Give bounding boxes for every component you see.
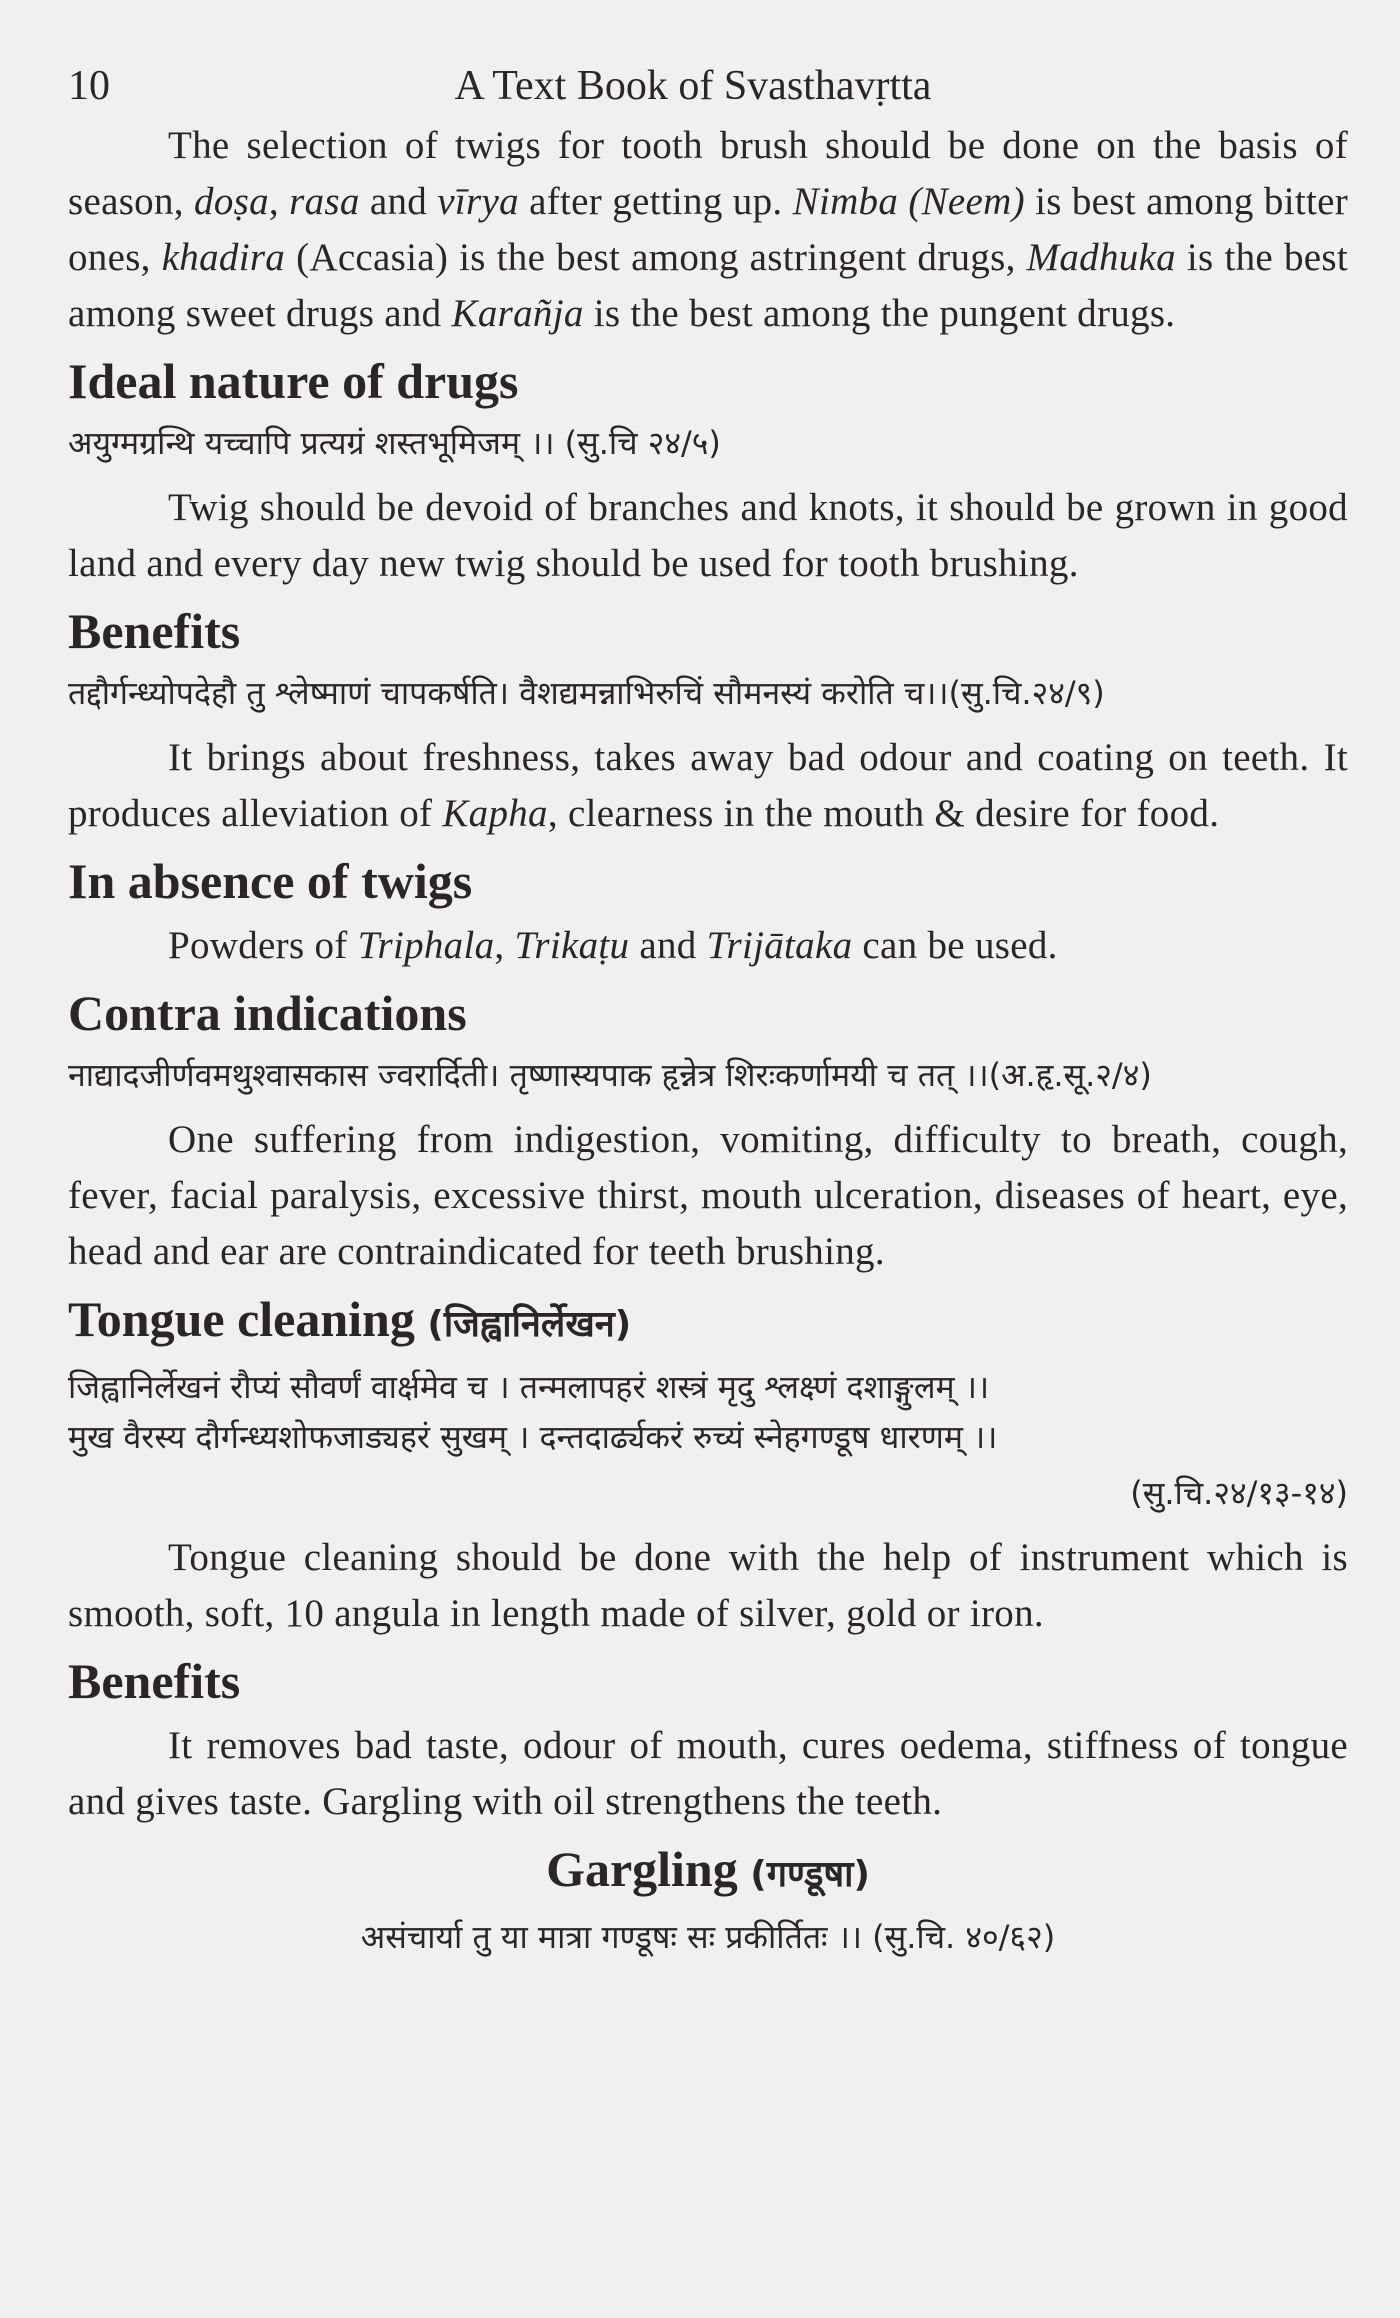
- intro-paragraph: The selection of twigs for tooth brush should be done on the basis of season, doṣa, rasa and vīrya after getting up. Nimba (Neem) is best among bitter ones, khadira (Accasia) is the best among astringent drugs, Madhuka is the best among sweet drugs and Karañja is the best among the pungent drugs.: [68, 124, 1349, 335]
- ideal-nature-paragraph: Twig should be devoid of branches and knots, it should be grown in good land and every day new twig should be used for tooth brushing.: [68, 486, 1348, 585]
- benefits-tongue-paragraph: It removes bad taste, odour of mouth, cures oedema, stiffness of tongue and gives taste. Gargling with oil strengthens the teeth.: [68, 1724, 1348, 1823]
- verse-ideal-nature: अयुग्मग्रन्थि यच्चापि प्रत्यग्रं शस्तभूमिजम् ।। (सु.चि २४/५): [68, 424, 721, 462]
- verse-contra-indications: नाद्यादजीर्णवमथुश्वासकास ज्वरार्दिती। तृष्णास्यपाक हृन्नेत्र शिरःकर्णामयी च तत् ।।(अ.हृ.सू.२/४): [68, 1056, 1152, 1094]
- benefits-twig-paragraph: It brings about freshness, takes away bad odour and coating on teeth. It produces alleviation of Kapha, clearness in the mouth & desire for food.: [68, 736, 1348, 835]
- heading-contra-indications: Contra indications: [68, 985, 467, 1041]
- heading-absence-of-twigs: In absence of twigs: [68, 853, 473, 909]
- contra-paragraph: One suffering from indigestion, vomiting, difficulty to breath, cough, fever, facial paralysis, excessive thirst, mouth ulceration, diseases of heart, eye, head and ear are contraindicated for teeth brushing.: [68, 1118, 1348, 1273]
- verse-gargling: असंचार्या तु या मात्रा गण्डूषः सः प्रकीर्तितः ।। (सु.चि. ४०/६२): [360, 1918, 1056, 1956]
- heading-benefits-twig: Benefits: [68, 603, 241, 659]
- running-title: A Text Book of Svasthavṛtta: [454, 63, 932, 109]
- page-header: [68, 62, 1348, 118]
- heading-tongue-cleaning: Tongue cleaning (जिह्वानिर्लेखन): [68, 1291, 632, 1347]
- tongue-paragraph: Tongue cleaning should be done with the help of instrument which is smooth, soft, 10 angula in length made of silver, gold or iron.: [68, 1536, 1348, 1635]
- heading-benefits-tongue: Benefits: [68, 1653, 241, 1709]
- heading-gargling: Gargling (गण्डूषा): [546, 1841, 870, 1897]
- verse-tongue-reference: (सु.चि.२४/१३-१४): [1130, 1474, 1348, 1512]
- verse-benefits-twig: तद्दौर्गन्ध्योपदेहौ तु श्लेष्माणं चापकर्षति। वैशद्यमन्नाभिरुचिं सौमनस्यं करोति च।।(सु.चि.२४/९): [68, 674, 1105, 712]
- verse-tongue-line2: मुख वैरस्य दौर्गन्ध्यशोफजाड्यहरं सुखम् । दन्तदार्ढ्यकरं रुच्यं स्नेहगण्डूष धारणम् ।।: [68, 1418, 998, 1456]
- absence-paragraph: Powders of Triphala, Trikaṭu and Trijātaka can be used.: [168, 924, 1058, 967]
- heading-ideal-nature: Ideal nature of drugs: [68, 353, 519, 409]
- verse-tongue-line1: जिह्वानिर्लेखनं रौप्यं सौवर्णं वार्क्षमेव च । तन्मलापहरं शस्त्रं मृदु श्लक्ष्णं दशाङ्गुलम् ।।: [68, 1368, 990, 1406]
- page-number: 10: [68, 63, 110, 109]
